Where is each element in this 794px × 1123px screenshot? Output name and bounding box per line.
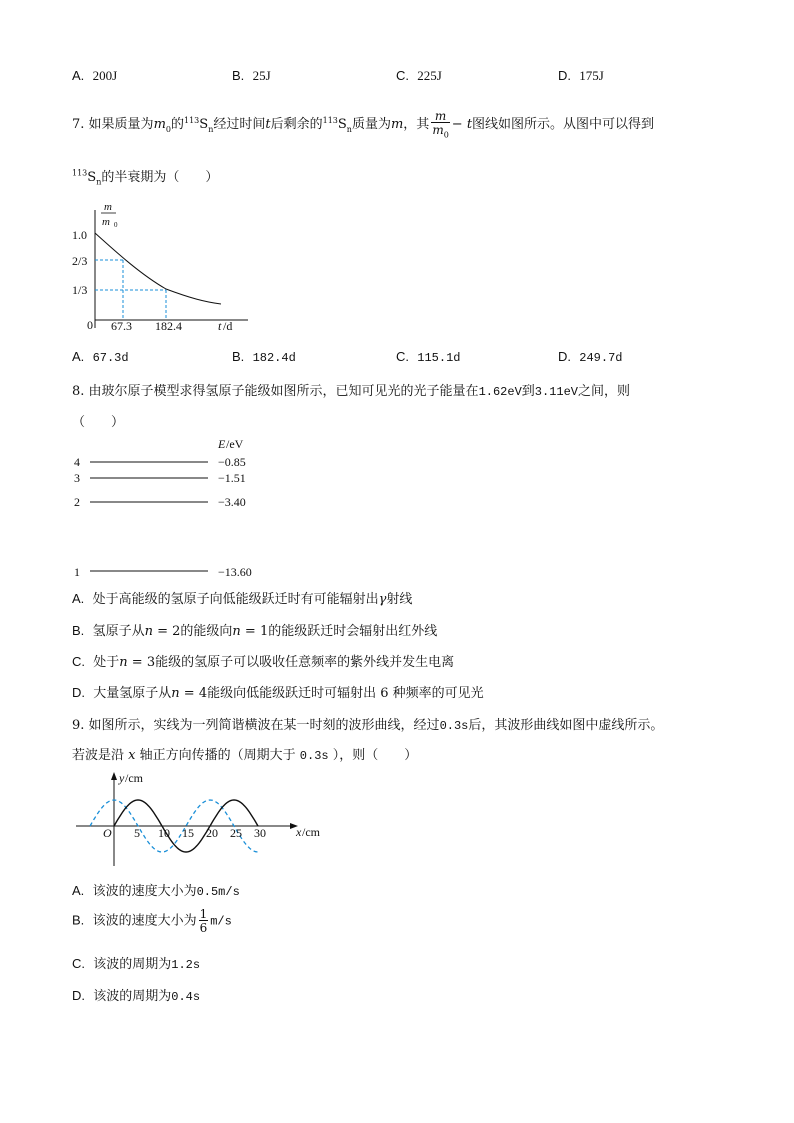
option-text: 25J: [252, 68, 271, 83]
q8-option-c: [72, 651, 454, 670]
isotope-mass: 113: [184, 115, 200, 125]
option-text: 的能级向: [180, 624, 233, 639]
energy-low: 1.62eV: [478, 385, 522, 399]
isotope-symbol: S: [199, 117, 209, 133]
q6-option-a: [72, 68, 117, 84]
y-tick-1-3: 1/3: [72, 283, 88, 297]
stem-text: 的: [170, 117, 184, 133]
energy-axis-label-unit: /eV: [226, 437, 244, 451]
period-value: 0.3s: [299, 749, 329, 763]
option-text: 种频率的可见光: [392, 686, 484, 701]
stem-text: 的半衰期为（ ）: [101, 170, 219, 185]
stem-text: 之间，则: [578, 384, 631, 399]
option-letter: C.: [72, 654, 85, 669]
option-letter: C.: [396, 68, 409, 83]
decay-curve: [95, 234, 224, 302]
stem-text: 如图所示，实线为一列简谐横波在某一时刻的波形曲线，经过: [88, 718, 440, 733]
x-tick-10: 10: [158, 826, 170, 840]
q9-option-d: [72, 985, 200, 1004]
option-text: 200J: [92, 68, 118, 83]
isotope-symbol: S: [87, 170, 97, 185]
subscript: 0: [443, 130, 449, 140]
symbol-m: m: [390, 117, 404, 133]
symbol-m0: m: [153, 117, 166, 133]
level-1-energy: −13.60: [218, 565, 252, 579]
option-value: 1.2s: [171, 958, 201, 972]
q7-option-a: [72, 349, 129, 365]
y-axis-label-unit: /cm: [125, 771, 143, 785]
q9-stem-line1: [72, 714, 663, 733]
option-letter: A.: [72, 68, 85, 83]
level-3-n: 3: [74, 471, 80, 485]
subscript: 0: [165, 124, 171, 134]
option-text: 氢原子从: [92, 624, 145, 639]
numerator: m: [434, 109, 447, 123]
option-text: 225J: [417, 68, 442, 83]
q8-paren: [72, 411, 124, 430]
stem-text: 由玻尔原子模型求得氢原子能级如图所示，已知可见光的光子能量在: [88, 384, 479, 399]
stem-text: 后，其波形曲线如图中虚线所示。: [468, 718, 664, 733]
isotope-mass: 113: [322, 115, 338, 125]
question-number: 9.: [72, 718, 85, 733]
option-value: 6: [380, 686, 389, 701]
x-tick-182: 182.4: [155, 319, 182, 333]
option-value: = 1: [240, 624, 269, 639]
fraction-1-over-6: [199, 908, 209, 934]
q9-option-a: [72, 880, 240, 899]
y-axis-label-var: y: [119, 771, 125, 785]
q9-option-c: [72, 953, 200, 972]
stem-text: 如果质量为: [88, 117, 154, 133]
option-text: 能级向低能级跃迁时可辐射出: [207, 686, 377, 701]
y-axis-arrow: [111, 772, 117, 780]
symbol-t: − t: [451, 117, 473, 133]
answer-paren: （ ）: [72, 415, 125, 430]
q7-stem-line1: [72, 110, 654, 139]
x-axis-label-var: t: [218, 319, 222, 333]
option-text: 大量氢原子从: [93, 686, 172, 701]
q8-option-a: [72, 588, 412, 607]
option-text: 该波的周期为: [93, 957, 172, 972]
subscript: n: [96, 177, 102, 187]
x-axis-label-unit: /cm: [302, 825, 320, 839]
option-letter: D.: [72, 988, 85, 1003]
q8-option-d: [72, 682, 484, 701]
option-unit: m/s: [210, 914, 232, 929]
x-tick-15: 15: [182, 826, 194, 840]
option-text: 249.7d: [579, 351, 623, 365]
y-axis-label-num: m: [104, 201, 112, 213]
q6-option-d: [558, 68, 604, 84]
option-text: 处于: [93, 655, 120, 670]
y-tick-1: 1.0: [72, 228, 87, 242]
exponential-curve: [95, 233, 221, 304]
q7-option-d: [558, 349, 622, 365]
level-2-energy: −3.40: [218, 495, 246, 509]
isotope-mass: 113: [72, 168, 88, 178]
energy-high: 3.11eV: [534, 385, 579, 399]
stem-text: 若波是沿: [72, 748, 125, 763]
x-tick-5: 5: [134, 826, 140, 840]
symbol-n: n: [171, 686, 180, 701]
option-text: 射线: [386, 592, 413, 607]
q6-options: [72, 68, 752, 86]
stem-text: ），则（ ）: [332, 748, 418, 763]
stem-text: 到: [521, 384, 535, 399]
question-number: 8.: [72, 384, 85, 399]
symbol-t: t: [265, 117, 271, 133]
y-tick-2-3: 2/3: [72, 254, 88, 268]
level-4-energy: −0.85: [218, 455, 246, 469]
option-letter: B.: [232, 68, 245, 83]
origin-label: 0: [87, 318, 93, 332]
stem-text: 质量为: [351, 117, 391, 133]
x-axis-label-var: x: [296, 825, 302, 839]
subscript: n: [346, 124, 352, 134]
option-text: 处于高能级的氢原子向低能级跃迁时有可能辐射出: [92, 592, 379, 607]
stem-text: 图线如图所示。从图中可以得到: [472, 117, 655, 133]
option-letter: B.: [232, 349, 245, 364]
option-letter: D.: [558, 349, 571, 364]
q9-wave-graph: [70, 770, 330, 870]
option-text: 该波的周期为: [93, 989, 172, 1004]
option-letter: D.: [558, 68, 571, 83]
option-letter: A.: [72, 883, 85, 898]
option-value: 0.5m/s: [196, 885, 240, 899]
decay-curve-line: [95, 234, 233, 303]
question-number: 7.: [72, 117, 85, 133]
y-axis-label-den: m: [102, 216, 110, 228]
stem-text: 经过时间: [213, 117, 266, 133]
level-3-energy: −1.51: [218, 471, 246, 485]
q7-option-c: [396, 349, 460, 365]
option-value: = 2: [152, 624, 181, 639]
q7-stem-line2: [72, 166, 218, 187]
stem-text: 后剩余的: [270, 117, 323, 133]
level-2-n: 2: [74, 495, 80, 509]
option-text: 该波的速度大小为: [92, 884, 197, 899]
q7-decay-graph: [70, 196, 260, 338]
option-letter: D.: [72, 685, 85, 700]
stem-text: ，其: [403, 117, 430, 133]
option-value: = 4: [179, 686, 208, 701]
symbol-n: n: [232, 624, 241, 639]
q9-stem-line2: [72, 744, 417, 763]
time-value: 0.3s: [439, 719, 469, 733]
x-tick-30: 30: [254, 826, 266, 840]
q6-option-c: [396, 68, 442, 84]
symbol-x: x: [128, 748, 136, 763]
symbol-n: n: [144, 624, 153, 639]
option-text: 67.3d: [92, 351, 129, 365]
option-letter: A.: [72, 349, 85, 364]
q7-option-b: [232, 349, 296, 365]
symbol-n: n: [119, 655, 128, 670]
denominator: 6: [199, 921, 208, 935]
q8-option-b: [72, 620, 437, 639]
option-text: 能级的氢原子可以吸收任意频率的紫外线并发生电离: [155, 655, 455, 670]
q7-options: [72, 349, 752, 367]
option-letter: C.: [396, 349, 409, 364]
option-letter: B.: [72, 912, 85, 928]
q6-option-b: [232, 68, 271, 84]
x-tick-25: 25: [230, 826, 242, 840]
energy-axis-label-var: E: [218, 437, 226, 451]
isotope-symbol: S: [337, 117, 347, 133]
option-text: 175J: [579, 68, 604, 83]
option-text: 的能级跃迁时会辐射出红外线: [268, 624, 438, 639]
q9-option-b: [72, 908, 232, 934]
option-value: 0.4s: [171, 990, 201, 1004]
level-4-n: 4: [74, 455, 80, 469]
gamma-symbol: γ: [378, 592, 387, 607]
x-tick-67: 67.3: [111, 319, 132, 333]
denominator: [431, 122, 449, 139]
option-text: 182.4d: [252, 351, 296, 365]
option-text: 该波的速度大小为: [92, 913, 197, 929]
stem-text: 轴正方向传播的（周期大于: [139, 748, 296, 763]
option-letter: C.: [72, 956, 85, 971]
x-axis-label-unit: /d: [223, 319, 233, 333]
numerator: 1: [199, 907, 208, 921]
fraction-m-over-m0: [431, 110, 449, 139]
q8-energy-level-diagram: [70, 432, 280, 582]
den-symbol: m: [432, 123, 444, 137]
option-letter: A.: [72, 591, 85, 606]
origin-label: O: [103, 826, 112, 840]
option-letter: B.: [72, 623, 85, 638]
option-text: 115.1d: [417, 351, 461, 365]
level-1-n: 1: [74, 565, 80, 579]
option-value: = 3: [127, 655, 156, 670]
y-axis-label-den-sub: 0: [114, 221, 118, 229]
x-tick-20: 20: [206, 826, 218, 840]
subscript: n: [208, 124, 214, 134]
q8-stem-line1: [72, 380, 630, 399]
